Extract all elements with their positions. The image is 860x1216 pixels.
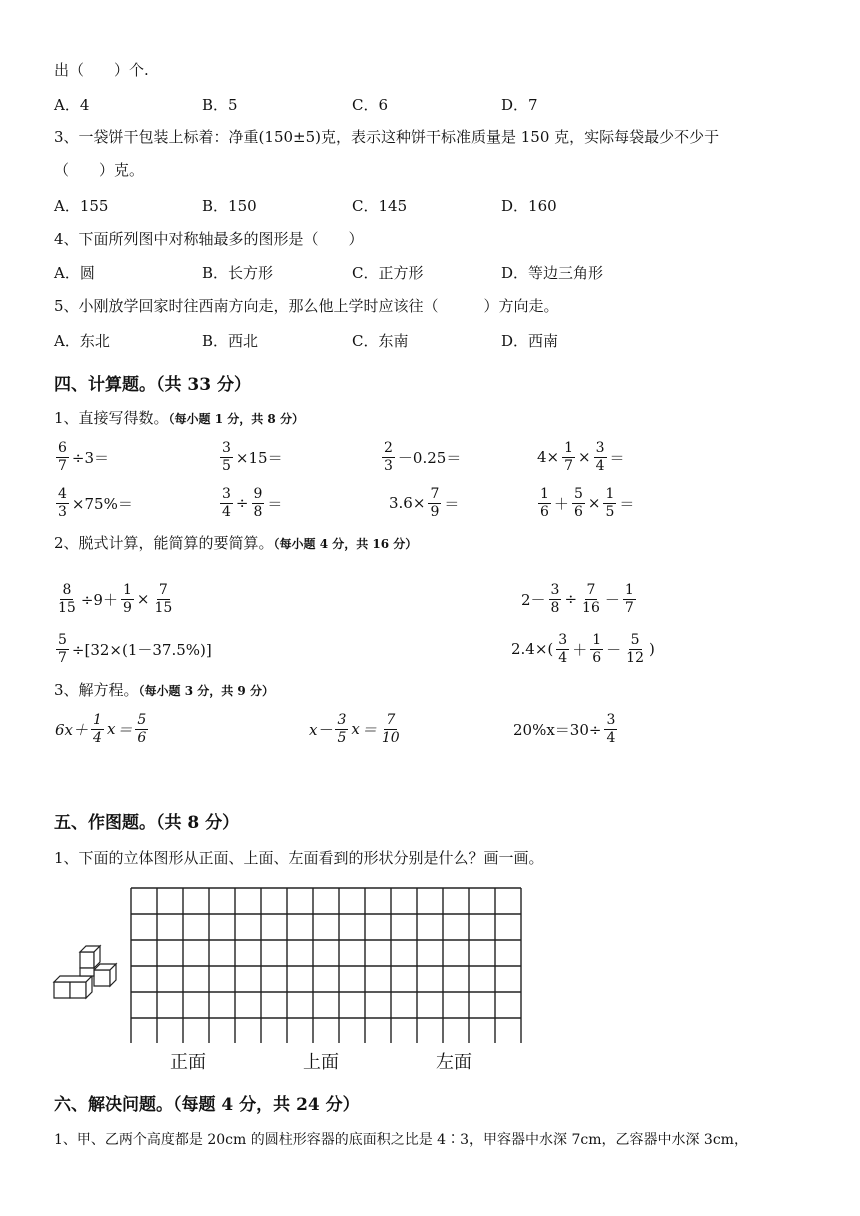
- calc-expression: 3.6× $\frac{7}{9}$ ＝: [389, 485, 460, 520]
- fraction: $\frac{1}{6}$: [592, 631, 602, 666]
- fraction: $\frac{3}{4}$: [222, 485, 231, 520]
- equation: x－ $\frac{3}{5}$ x ＝ $\frac{7}{10}$: [309, 711, 400, 746]
- s4-q2-heading: [54, 533, 417, 554]
- question-tail: 出（ ）个.: [54, 61, 149, 79]
- fraction: $\frac{3}{4}$: [595, 439, 605, 474]
- fraction: $\frac{2}{3}$: [384, 439, 393, 474]
- fraction: $\frac{7}{9}$: [430, 485, 440, 520]
- drawing-grid-svg: [130, 887, 522, 1043]
- section-4-title: 四、计算题。（共 33 分）: [54, 375, 251, 395]
- option-d: D．7: [501, 96, 538, 114]
- fraction: $\frac{3}{5}$: [337, 711, 347, 746]
- fraction: $\frac{7}{16}$: [582, 581, 600, 616]
- fraction: $\frac{3}{4}$: [558, 631, 568, 666]
- fraction: $\frac{4}{3}$: [58, 485, 67, 520]
- equation: 20%x＝30÷ $\frac{3}{4}$: [513, 711, 616, 746]
- fraction: $\frac{7}{10}$: [381, 711, 400, 746]
- calc-expression: $\frac{3}{5}$ ×15＝: [222, 439, 283, 474]
- option-b: B．5: [202, 96, 238, 114]
- section-6-title: 六、解决问题。（每题 4 分，共 24 分）: [54, 1095, 360, 1115]
- fraction: $\frac{1}{7}$: [624, 581, 634, 616]
- calc-expression: $\frac{1}{6}$ ＋ $\frac{5}{6}$ × $\frac{1}{5}$ ＝: [540, 485, 635, 520]
- calc-expression: 2－ $\frac{3}{8}$ ÷ $\frac{7}{16}$ － $\frac{1}{7}$: [521, 581, 634, 616]
- s4-q1-label: 1、直接写得数。: [54, 409, 169, 427]
- calc-expression: $\frac{2}{3}$ －0.25＝: [384, 439, 462, 474]
- calc-expression: $\frac{6}{7}$ ÷3＝: [58, 439, 110, 474]
- cube-figure: [50, 942, 126, 1006]
- option-c: C．正方形: [352, 264, 424, 282]
- s4-q3-heading: [54, 680, 274, 701]
- fraction: $\frac{8}{15}$: [58, 581, 76, 616]
- isometric-cubes-icon: [50, 942, 126, 1002]
- s5-q1-text: 1、下面的立体图形从正面、上面、左面看到的形状分别是什么？画一画。: [54, 849, 544, 867]
- s4-q3-note: （每小题 3 分，共 9 分）: [138, 684, 274, 698]
- question-4: 4、下面所列图中对称轴最多的图形是（ ）: [54, 230, 364, 248]
- fraction: $\frac{3}{5}$: [222, 439, 231, 474]
- option-d: D．等边三角形: [501, 264, 604, 282]
- option-c: C．6: [352, 96, 389, 114]
- fraction: $\frac{7}{15}$: [154, 581, 173, 616]
- question-5: 5、小刚放学回家时往西南方向走，那么他上学时应该往（ ）方向走。: [54, 297, 559, 315]
- calc-expression: $\frac{8}{15}$ ÷9＋ $\frac{1}{9}$ × $\frac{7}{15}$: [58, 581, 173, 616]
- option-b: B．150: [202, 197, 257, 215]
- fraction: $\frac{5}{12}$: [626, 631, 644, 666]
- calc-expression: 4× $\frac{1}{7}$ × $\frac{3}{4}$ ＝: [537, 439, 625, 474]
- fraction: $\frac{5}{7}$: [58, 631, 67, 666]
- option-c: C．东南: [352, 332, 409, 350]
- s4-q2-label: 2、脱式计算，能简算的要简算。: [54, 534, 274, 552]
- option-a: A．圆: [54, 264, 95, 282]
- calc-expression: 2.4×( $\frac{3}{4}$ ＋ $\frac{1}{6}$ － $\frac{5}{12}$ ): [511, 631, 655, 666]
- drawing-grid[interactable]: [130, 887, 522, 1047]
- calc-expression: $\frac{5}{7}$ ÷[32×(1－37.5%)]: [58, 631, 212, 666]
- s4-q2-note: （每小题 4 分，共 16 分）: [273, 537, 418, 551]
- grid-label-front: 正面: [170, 1052, 206, 1073]
- option-d: D．西南: [501, 332, 559, 350]
- fraction: $\frac{9}{8}$: [253, 485, 263, 520]
- fraction: $\frac{5}{6}$: [573, 485, 583, 520]
- option-d: D．160: [501, 197, 557, 215]
- s4-q3-label: 3、解方程。: [54, 681, 139, 699]
- option-b: B．西北: [202, 332, 259, 350]
- fraction: $\frac{1}{5}$: [605, 485, 615, 520]
- grid-label-left: 左面: [436, 1052, 472, 1073]
- grid-label-top: 上面: [303, 1052, 339, 1073]
- s4-q1-note: （每小题 1 分，共 8 分）: [168, 412, 304, 426]
- option-a: A．4: [54, 96, 90, 114]
- fraction: $\frac{6}{7}$: [58, 439, 67, 474]
- fraction: $\frac{3}{8}$: [550, 581, 560, 616]
- fraction: $\frac{1}{6}$: [540, 485, 549, 520]
- fraction: $\frac{5}{6}$: [137, 711, 147, 746]
- question-3-line2: （ ）克。: [54, 161, 145, 179]
- equation: 6x＋ $\frac{1}{4}$ x ＝ $\frac{5}{6}$: [55, 711, 147, 746]
- option-b: B．长方形: [202, 264, 274, 282]
- fraction: $\frac{1}{7}$: [564, 439, 574, 474]
- calc-expression: $\frac{3}{4}$ ÷ $\frac{9}{8}$ ＝: [222, 485, 283, 520]
- section-5-title: 五、作图题。（共 8 分）: [54, 813, 240, 833]
- calc-expression: $\frac{4}{3}$ ×75%＝: [58, 485, 133, 520]
- s4-q1-heading: [54, 408, 304, 429]
- option-a: A．东北: [54, 332, 110, 350]
- option-c: C．145: [352, 197, 408, 215]
- fraction: $\frac{1}{9}$: [122, 581, 132, 616]
- fraction: $\frac{3}{4}$: [606, 711, 616, 746]
- option-a: A．155: [54, 197, 109, 215]
- question-3-line1: 3、一袋饼干包装上标着：净重(150±5)克，表示这种饼干标准质量是 150 克，实际每袋最少不少于: [54, 128, 720, 146]
- s6-q1-text: 1、甲、乙两个高度都是 20cm 的圆柱形容器的底面积之比是 4∶3，甲容器中水深 7cm，乙容器中水深 3cm，: [54, 1132, 748, 1148]
- fraction: $\frac{1}{4}$: [93, 711, 102, 746]
